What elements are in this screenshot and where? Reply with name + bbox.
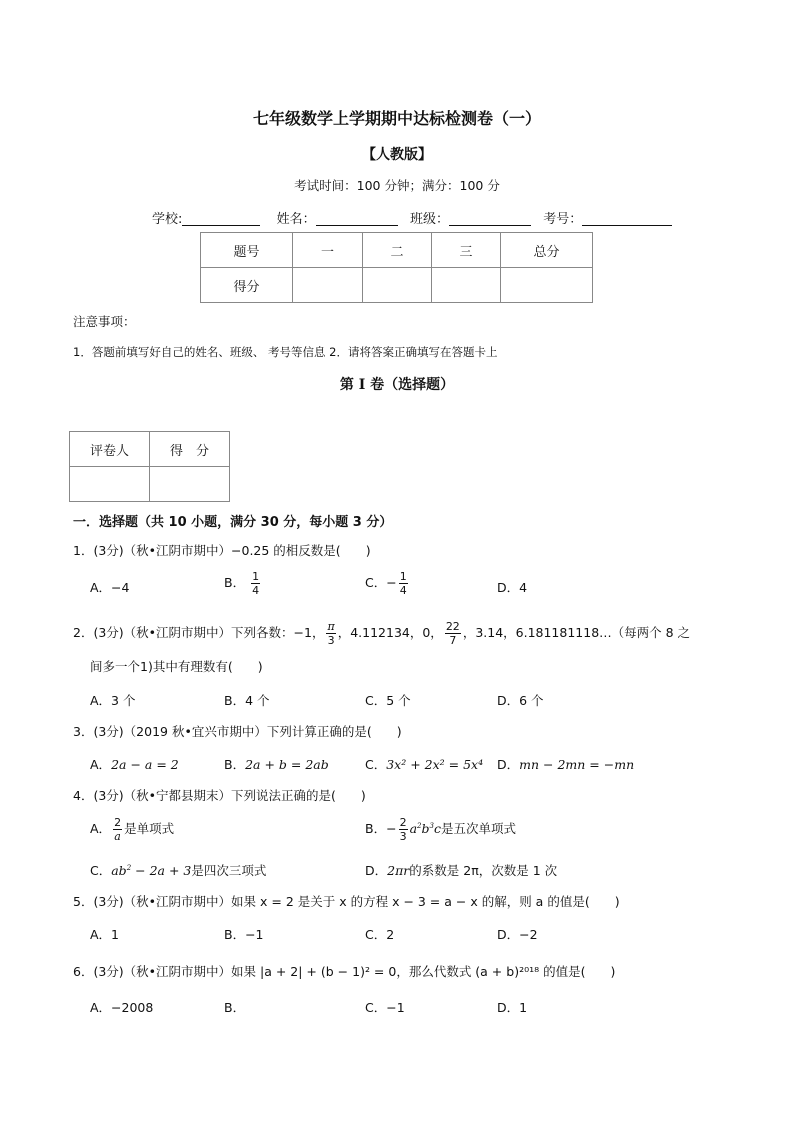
- option-text: 的系数是 2π，次数是 1 次: [409, 863, 558, 878]
- grader-table: [69, 431, 230, 502]
- option-text: 是五次单项式: [440, 821, 516, 836]
- number-blank[interactable]: [582, 211, 672, 226]
- option-label: A．: [90, 821, 112, 836]
- math-expression: $a^2b^3c$: [409, 821, 441, 836]
- question-4-option-c[interactable]: [90, 861, 266, 879]
- option-label: B．: [224, 757, 246, 772]
- notes-heading: 注意事项：: [73, 314, 136, 329]
- stem-text: ，3.14，6.181181118…（每两个 8 之: [462, 625, 691, 640]
- section-title: 第 I 卷（选择题）: [339, 377, 455, 393]
- notes-body: 1．答题前填写好自己的姓名、班级、 考号等信息 2．请将答案正确填写在答题卡上: [73, 345, 498, 359]
- question-3-stem: 3．(3分)（2019 秋•宜兴市期中）下列计算正确的是( ): [73, 724, 402, 739]
- math-expression: mn − 2mn = −mn: [519, 757, 635, 772]
- fraction: $\frac{2}{a}$: [114, 816, 122, 843]
- option-text: 是单项式: [124, 821, 175, 836]
- edition-label: 【人教版】: [362, 147, 432, 163]
- exam-info: 考试时间：100 分钟；满分：100 分: [294, 178, 500, 193]
- score-header-cell: 题号: [201, 233, 293, 268]
- question-2-option-b[interactable]: B．4 个: [224, 693, 270, 708]
- option-label: C．: [90, 863, 112, 878]
- math-expression: 2a + b = 2ab: [245, 757, 329, 772]
- option-label: B．: [224, 575, 246, 590]
- grader-cell[interactable]: [150, 467, 230, 502]
- grader-score-label: 得 分: [150, 432, 230, 467]
- question-1-option-a[interactable]: A．−4: [90, 580, 130, 595]
- score-table: [200, 232, 593, 303]
- question-2-stem: [73, 620, 690, 647]
- question-6-stem: 6．(3分)（秋•江阴市期中）如果 |a + 2| + (b − 1)² = 0，那么代数式 (a + b)²⁰¹⁸ 的值是( ): [73, 964, 616, 979]
- question-4-option-b[interactable]: B．− $\frac{2}{3}$ $a^2b^3c$是五次单项式: [365, 816, 516, 843]
- grader-label: 评卷人: [70, 432, 150, 467]
- score-cell[interactable]: [432, 268, 501, 303]
- question-5-option-a[interactable]: A．1: [90, 927, 120, 942]
- stem-text: 2．(3分)（秋•江阴市期中）下列各数：−1，: [73, 625, 325, 640]
- question-2-option-d[interactable]: D．6 个: [497, 693, 544, 708]
- question-5-option-c[interactable]: C．2: [365, 927, 395, 942]
- school-blank[interactable]: [182, 211, 260, 226]
- math-expression: 2πr: [387, 863, 410, 878]
- question-1-stem: 1．(3分)（秋•江阴市期中）−0.25 的相反数是( ): [73, 543, 371, 558]
- score-header-cell: 三: [432, 233, 501, 268]
- question-3-option-d[interactable]: [497, 755, 634, 773]
- class-blank[interactable]: [449, 211, 531, 226]
- fraction: $\frac{22}{7}$: [445, 620, 460, 647]
- question-1-option-d[interactable]: D．4: [497, 580, 528, 595]
- math-expression: $ab^2 - 2a + 3$: [111, 863, 192, 878]
- option-label: D．: [365, 863, 388, 878]
- school-label: 学校:: [152, 212, 183, 227]
- question-4-stem: 4．(3分)（秋•宁都县期末）下列说法正确的是( ): [73, 788, 366, 803]
- question-3-option-a[interactable]: [90, 755, 179, 773]
- score-cell[interactable]: [501, 268, 593, 303]
- score-header-cell: 二: [363, 233, 432, 268]
- number-label: 考号：: [543, 212, 583, 227]
- option-text: 是四次三项式: [191, 863, 267, 878]
- question-4-option-d[interactable]: [365, 861, 557, 879]
- option-label: A．: [90, 757, 112, 772]
- score-cell[interactable]: [363, 268, 432, 303]
- option-label: C．: [365, 757, 387, 772]
- question-5-option-b[interactable]: B．−1: [224, 927, 264, 942]
- score-cell[interactable]: [293, 268, 363, 303]
- question-6-option-b[interactable]: B．: [224, 1000, 246, 1015]
- question-6-option-a[interactable]: A．−2008: [90, 1000, 154, 1015]
- question-1-option-c[interactable]: [365, 570, 410, 597]
- question-5-stem: 5．(3分)（秋•江阴市期中）如果 x = 2 是关于 x 的方程 x − 3 = a − x 的解，则 a 的值是( ): [73, 894, 620, 909]
- fraction: $\frac{\pi}{3}$: [327, 620, 335, 647]
- question-3-option-b[interactable]: [224, 755, 329, 773]
- name-blank[interactable]: [316, 211, 398, 226]
- question-4-option-a[interactable]: [90, 816, 174, 843]
- question-6-option-c[interactable]: C．−1: [365, 1000, 405, 1015]
- question-5-option-d[interactable]: D．−2: [497, 927, 538, 942]
- fraction: $\frac{1}{4}$: [252, 570, 260, 597]
- math-expression: 3x² + 2x² = 5x⁴: [386, 757, 484, 772]
- score-header-cell: 总分: [501, 233, 593, 268]
- score-header-cell: 一: [293, 233, 363, 268]
- option-label: B．: [365, 821, 387, 836]
- question-2-option-c[interactable]: C．5 个: [365, 693, 411, 708]
- option-label: D．: [497, 757, 520, 772]
- fraction: $\frac{1}{4}$: [399, 570, 407, 597]
- question-2-option-a[interactable]: A．3 个: [90, 693, 136, 708]
- student-info-line: [152, 208, 672, 227]
- score-row-label: 得分: [201, 268, 293, 303]
- question-1-option-b[interactable]: [224, 570, 262, 597]
- page-title: 七年级数学上学期期中达标检测卷（一）: [252, 109, 541, 128]
- grader-cell[interactable]: [70, 467, 150, 502]
- math-expression: 2a − a = 2: [111, 757, 179, 772]
- part-heading: 一．选择题（共 10 小题，满分 30 分，每小题 3 分）: [73, 515, 393, 530]
- fraction: $\frac{2}{3}$: [399, 816, 407, 843]
- question-2-stem-line2: 间多一个1)其中有理数有( ): [90, 659, 263, 674]
- question-3-option-c[interactable]: [365, 755, 483, 773]
- class-label: 班级：: [409, 212, 449, 227]
- stem-text: ，4.112134，0，: [337, 625, 443, 640]
- name-label: 姓名：: [276, 212, 316, 227]
- question-6-option-d[interactable]: D．1: [497, 1000, 528, 1015]
- option-label: C．−: [365, 575, 397, 590]
